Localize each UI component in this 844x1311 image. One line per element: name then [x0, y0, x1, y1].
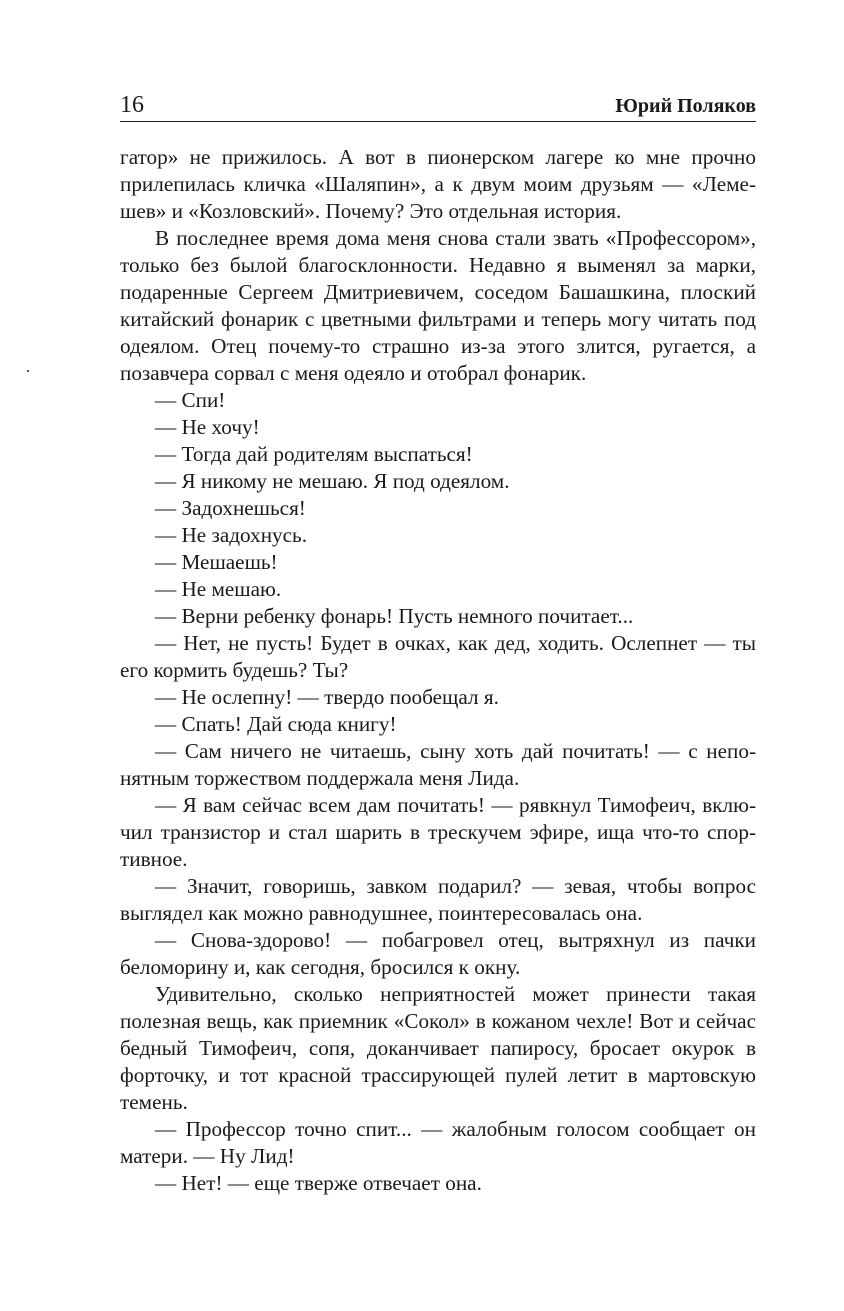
dialogue-line: — Не хочу! [155, 415, 260, 439]
dialogue-line: — Спать! Дай сюда книгу! [155, 712, 397, 736]
paragraph: гатор» не прижилось. А вот в пионерском лагере ко мне прочно прилепилась кличка «Шаляпин», а к двум моим друзьям — «Лемешев» и «Козловский». Почему? Это отдельная история. [120, 145, 756, 223]
page-header [120, 88, 756, 122]
dialogue-line: — Тогда дай родителям выспаться! [155, 442, 473, 466]
book-page [120, 88, 756, 1197]
dialogue-line: — Сам ничего не читаешь, сыну хоть дай почитать! — с непонятным торжеством поддержала меня Лида. [120, 739, 756, 790]
paragraph: В последнее время дома меня снова стали звать «Профессором», только без былой благосклонности. Недавно я выменял за марки, подаренные Сергеем Дмитриевичем, соседом Башашкина, плоский китайский фонарик с цветными фильтрами и теперь могу читать под одеялом. Отец почему-то страшно из-за этого злится, ругается, а позавчера сорвал с меня одеяло и отобрал фонарик. [120, 226, 756, 385]
dialogue-line: — Снова-здорово! — побагровел отец, вытряхнул из пачки беломорину и, как сегодня, бросился к окну. [120, 928, 756, 979]
dialogue-line: — Я вам сейчас всем дам почитать! — рявкнул Тимофеич, включил транзистор и стал шарить в трескучем эфире, ища что-то спортивное. [120, 793, 756, 871]
dialogue-line: — Не задохнусь. [155, 523, 307, 547]
dialogue-line: — Спи! [155, 388, 226, 412]
margin-speck [27, 370, 29, 372]
paragraph: Удивительно, сколько неприятностей может принести такая полезная вещь, как приемник «Сокол» в кожаном чехле! Вот и сейчас бедный Тимофеич, сопя, доканчивает папиросу, бросает окурок в форточку, и тот красной трассирующей пулей летит в мартовскую темень. [120, 982, 756, 1114]
dialogue-line: — Значит, говоришь, завком подарил? — зевая, чтобы вопрос выглядел как можно равнодушнее, поинтересовалась она. [120, 874, 756, 925]
dialogue-line: — Я никому не мешаю. Я под одеялом. [155, 469, 510, 493]
dialogue-line: — Не мешаю. [155, 577, 282, 601]
dialogue-line: — Мешаешь! [155, 550, 278, 574]
running-head-author: Юрий Поляков [615, 95, 756, 117]
dialogue-line: — Нет! — еще тверже отвечает она. [155, 1171, 482, 1195]
dialogue-line: — Профессор точно спит... — жалобным голосом сообщает он матери. — Ну Лид! [120, 1117, 756, 1168]
page-number: 16 [120, 92, 144, 118]
dialogue-line: — Нет, не пусть! Будет в очках, как дед, ходить. Ослепнет — ты его кормить будешь? Ты? [120, 631, 756, 682]
body-text [120, 144, 756, 1197]
dialogue-line: — Не ослепну! — твердо пообещал я. [155, 685, 499, 709]
dialogue-line: — Задохнешься! [155, 496, 306, 520]
dialogue-line: — Верни ребенку фонарь! Пусть немного почитает... [155, 604, 634, 628]
